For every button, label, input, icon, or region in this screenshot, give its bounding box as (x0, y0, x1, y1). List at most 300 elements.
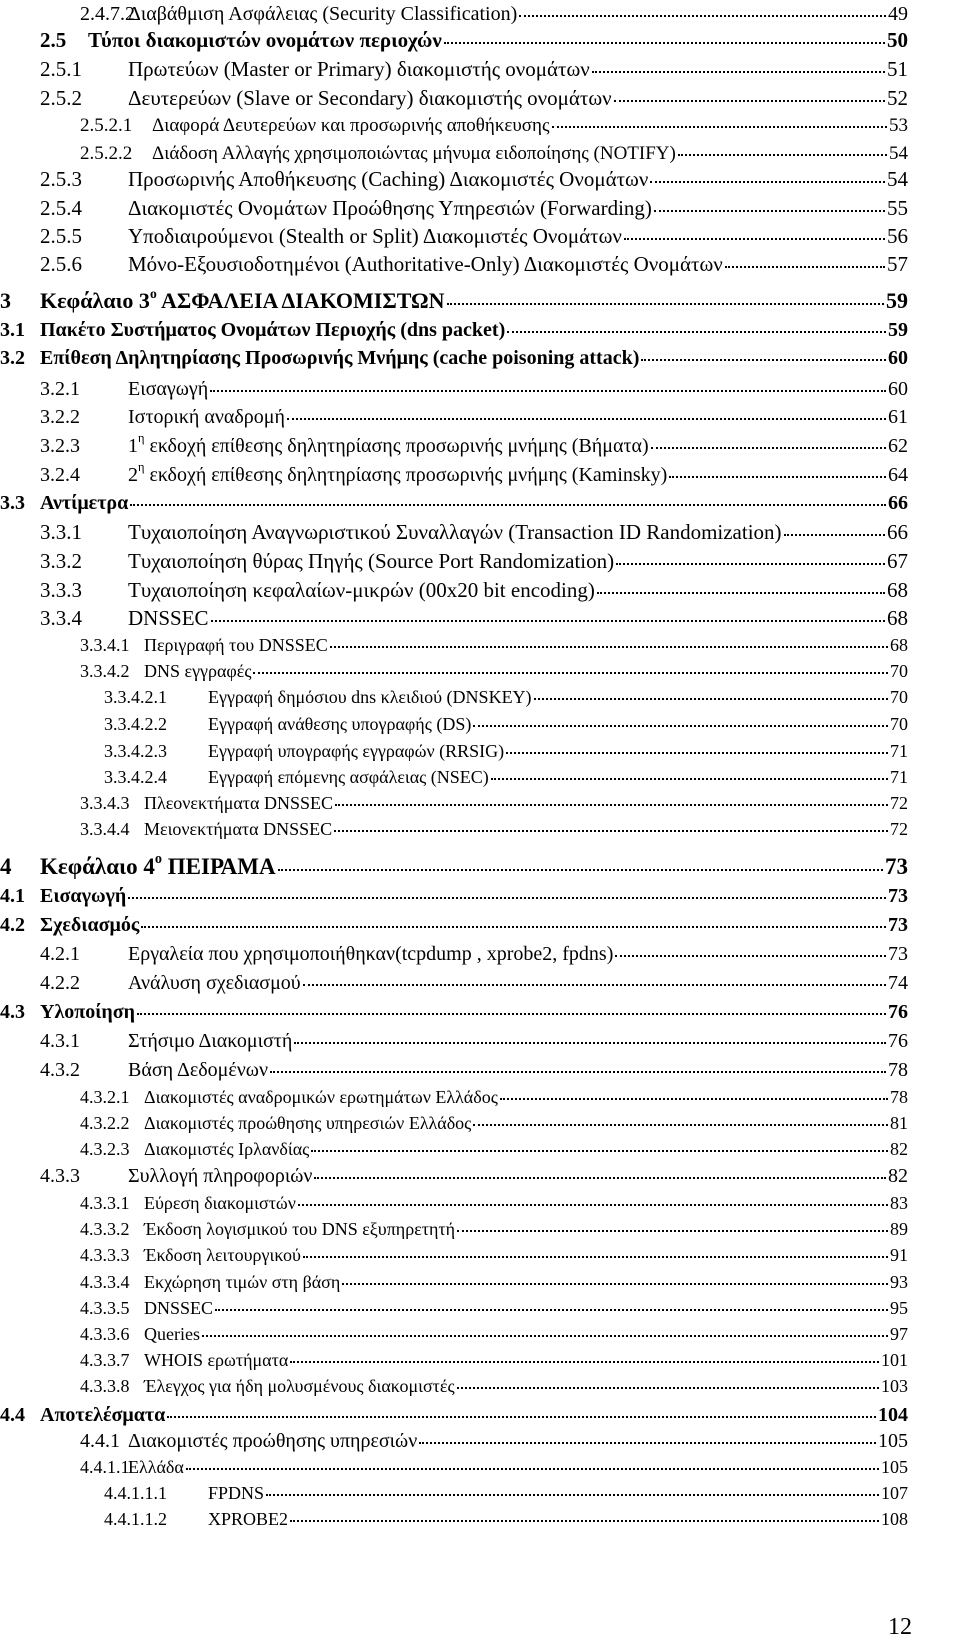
toc-entry-title (128, 1058, 268, 1082)
toc-entry-page: 68 (887, 606, 908, 630)
toc-entry-title (128, 431, 649, 458)
toc-entry-title (128, 971, 301, 995)
toc-entry-title-text: Διακομιστές προώθησης υπηρεσιών (128, 1430, 418, 1452)
toc-entry[interactable] (104, 766, 908, 788)
toc-entry-page: 70 (890, 661, 908, 681)
toc-entry-page: 73 (888, 914, 908, 936)
toc-entry-title-text: Ανάλυση σχεδιασμού (128, 972, 301, 994)
toc-entry-number: 4.3.2.3 (80, 1139, 130, 1159)
toc-entry[interactable] (80, 1429, 908, 1453)
toc-entry[interactable] (104, 1508, 908, 1530)
toc-entry-leader-dots (314, 1177, 886, 1179)
toc-entry-leader-dots (290, 1361, 879, 1363)
toc-entry-page: 70 (890, 687, 908, 707)
toc-entry-page: 62 (888, 435, 908, 457)
toc-entry-number: 3.2 (0, 347, 25, 369)
toc-entry-title (128, 167, 648, 192)
toc-entry-title-text: DNSSEC (144, 1298, 214, 1318)
toc-entry[interactable] (80, 114, 908, 137)
toc-entry-page: 83 (890, 1193, 908, 1213)
toc-entry-title-text: FPDNS (208, 1483, 265, 1503)
toc-entry-leader-dots (444, 42, 885, 44)
toc-entry-title-text: Ιστορική αναδρομή (128, 406, 285, 428)
toc-entry[interactable] (40, 578, 908, 603)
toc-entry-page: 61 (888, 406, 908, 428)
toc-entry-number: 3 (0, 288, 11, 313)
toc-entry-leader-dots (519, 15, 886, 17)
toc-entry-page: 76 (888, 1030, 908, 1052)
toc-entry[interactable] (40, 196, 908, 221)
toc-entry-title (208, 740, 504, 762)
toc-entry-number: 4.3.2.2 (80, 1113, 130, 1133)
toc-entry-title (128, 460, 668, 487)
toc-entry[interactable] (80, 1323, 908, 1345)
toc-entry-title-superscript: η (138, 431, 145, 446)
toc-entry-title (144, 1375, 455, 1397)
toc-entry-leader-dots (202, 1335, 888, 1337)
toc-entry-number: 3.3.1 (40, 520, 82, 544)
toc-entry-title (128, 2, 517, 26)
toc-entry-leader-dots (290, 1520, 879, 1522)
toc-entry[interactable] (0, 913, 908, 937)
toc-entry-leader-dots (330, 646, 888, 648)
toc-entry-title-text: Περιγραφή του DNSSEC (144, 635, 328, 655)
toc-entry-page: 59 (886, 288, 908, 313)
toc-entry-leader-dots (287, 418, 886, 420)
toc-entry-title-text: Διακομιστές προώθησης υπηρεσιών Ελλάδος (144, 1113, 472, 1133)
toc-entry-leader-dots (278, 869, 883, 871)
toc-entry[interactable] (80, 792, 908, 814)
toc-entry-page: 57 (887, 252, 908, 276)
toc-entry-leader-dots (210, 390, 886, 392)
toc-entry-title (128, 942, 613, 966)
toc-entry-title (128, 549, 614, 574)
toc-entry-number: 2.5.1 (40, 57, 82, 81)
toc-entry[interactable] (40, 167, 908, 192)
toc-entry-leader-dots (473, 725, 888, 727)
toc-entry-title (144, 1323, 200, 1345)
toc-entry-title (40, 1403, 165, 1427)
toc-entry-page: 81 (890, 1113, 908, 1133)
toc-entry-title-text: Υλοποίηση (40, 1001, 136, 1023)
toc-entry[interactable] (80, 1112, 908, 1134)
toc-entry-number: 4.3.3.6 (80, 1324, 130, 1344)
toc-entry-title-text: Τυχαιοποίηση Αναγνωριστικού Συναλλαγών (Transaction ID Randomization) (128, 520, 782, 544)
toc-entry-leader-dots (615, 955, 886, 957)
toc-entry-title (208, 686, 532, 708)
toc-entry-number: 2.5 (40, 28, 67, 52)
toc-entry-page: 68 (887, 578, 908, 602)
toc-entry-title-text: Πρωτεύων (Master or Primary) διακομιστής ονομάτων (128, 57, 590, 81)
toc-entry-page: 78 (888, 1059, 908, 1081)
toc-entry-page: 60 (888, 347, 908, 369)
toc-entry-number: 4 (0, 854, 12, 879)
toc-entry-title-text: Πακέτο Συστήματος Ονομάτων Περιοχής (dns packet) (40, 319, 506, 341)
toc-entry-number: 4.4.1.1.2 (104, 1509, 167, 1529)
toc-entry-title (208, 1508, 288, 1530)
toc-entry[interactable] (80, 1456, 908, 1478)
toc-entry-title-text: Ελλάδα (128, 1457, 184, 1477)
toc-entry-title-text: Διαβάθμιση Ασφάλειας (Security Classification) (128, 3, 518, 25)
toc-entry-number: 2.5.2 (40, 86, 82, 110)
toc-entry-page: 66 (887, 520, 908, 544)
toc-entry-leader-dots (616, 563, 885, 565)
toc-entry[interactable] (40, 224, 908, 249)
toc-entry-title-text: WHOIS ερωτήματα (144, 1350, 289, 1370)
toc-entry-leader-dots (294, 1042, 886, 1044)
toc-entry-title-text: Προσωρινής Αποθήκευσης (Caching) Διακομιστές Ονομάτων (128, 167, 649, 191)
toc-entry-leader-dots (473, 1124, 888, 1126)
toc-entry-title (144, 634, 328, 656)
toc-entry-title (128, 1164, 312, 1188)
toc-entry-leader-dots (270, 1071, 886, 1073)
toc-entry-title (144, 1192, 296, 1214)
toc-entry[interactable] (40, 606, 908, 631)
toc-entry-leader-dots (211, 620, 885, 622)
toc-entry-title-text: Κεφάλαιο 4 (40, 854, 155, 879)
toc-entry-title-text: Διακομιστές αναδρομικών ερωτημάτων Ελλάδος (144, 1087, 498, 1107)
toc-entry-title-text: Εγγραφή επόμενης ασφάλειας (NSEC) (208, 767, 489, 787)
toc-entry-page: 50 (887, 28, 908, 52)
toc-entry-title (128, 224, 622, 249)
toc-entry-leader-dots (130, 504, 886, 506)
toc-entry[interactable] (80, 1192, 908, 1214)
toc-entry-title (40, 346, 639, 370)
toc-entry-title (144, 1271, 340, 1293)
toc-entry-title-rest: ΠΕΙΡΑΜΑ (162, 854, 276, 879)
toc-entry-page: 53 (889, 115, 908, 136)
toc-entry-page: 59 (888, 319, 908, 341)
toc-entry-title (128, 252, 723, 277)
toc-entry-leader-dots (457, 1387, 879, 1389)
toc-entry-page: 108 (881, 1509, 908, 1529)
toc-entry-title-text: Συλλογή πληροφοριών (128, 1165, 313, 1187)
toc-entry-title (128, 405, 285, 429)
toc-entry-title-text: Διακομιστές Ιρλανδίας (144, 1139, 310, 1159)
toc-entry-number: 4.4.1.1.1 (104, 1483, 167, 1503)
toc-entry-title (128, 578, 595, 603)
toc-entry-page: 107 (881, 1483, 908, 1503)
toc-entry-title-text: Τυχαιοποίηση θύρας Πηγής (Source Port Randomization) (128, 549, 615, 573)
toc-entry-leader-dots (491, 778, 888, 780)
toc-entry-number: 4.2.1 (40, 943, 80, 965)
toc-entry-number: 4.2 (0, 914, 25, 936)
toc-entry-page: 66 (888, 492, 908, 514)
toc-entry-page: 93 (890, 1272, 908, 1292)
toc-entry-leader-dots (650, 181, 885, 183)
toc-entry[interactable] (80, 1375, 908, 1397)
toc-entry-title-text: Διάδοση Αλλαγής χρησιμοποιώντας μήνυμα ειδοποίησης (NOTIFY) (152, 143, 676, 164)
toc-entry-title-text: Εισαγωγή (40, 885, 127, 907)
toc-entry-page: 67 (887, 549, 908, 573)
toc-entry-page: 56 (887, 224, 908, 248)
toc-entry-title-text: Διαφορά Δευτερεύων και προσωρινής αποθήκευσης (152, 115, 550, 136)
toc-entry-number: 4.3.2 (40, 1059, 80, 1081)
toc-entry-number: 3.3.4.2.2 (104, 714, 167, 734)
toc-entry-leader-dots (457, 1230, 888, 1232)
toc-entry-title-text: 2 (128, 464, 138, 486)
toc-entry[interactable] (80, 1349, 908, 1371)
toc-entry-leader-dots (335, 804, 888, 806)
toc-entry-number: 2.5.2.2 (80, 143, 133, 164)
toc-entry[interactable] (40, 942, 908, 966)
toc-entry-page: 97 (890, 1324, 908, 1344)
toc-entry-title-text: XPROBE2 (208, 1509, 289, 1529)
toc-entry-page: 55 (887, 196, 908, 220)
toc-entry-page: 71 (890, 767, 908, 787)
toc-entry[interactable] (80, 818, 908, 840)
toc-entry-leader-dots (678, 154, 887, 156)
toc-entry-number: 2.4.7.2 (80, 3, 135, 25)
toc-entry-title-text: Queries (144, 1324, 200, 1344)
toc-entry-number: 4.3.3.1 (80, 1193, 130, 1213)
toc-entry-title-text: Τυχαιοποίηση κεφαλαίων-μικρών (00x20 bit encoding) (128, 578, 595, 602)
toc-entry[interactable] (80, 1086, 908, 1108)
toc-entry[interactable] (80, 142, 908, 165)
toc-entry-leader-dots (654, 210, 885, 212)
toc-entry-page: 70 (890, 714, 908, 734)
toc-entry-title (128, 1429, 417, 1453)
toc-entry[interactable] (0, 491, 908, 515)
toc-entry-leader-dots (500, 1098, 888, 1100)
toc-entry-number: 3.2.4 (40, 464, 80, 486)
toc-entry-title-text: Εισαγωγή (128, 378, 209, 400)
toc-entry[interactable] (40, 971, 908, 995)
toc-entry-page: 89 (890, 1219, 908, 1239)
toc-entry-page: 74 (888, 972, 908, 994)
toc-entry-title (208, 1482, 264, 1504)
toc-entry-title-text: Έκδοση λογισμικού του DNS εξυπηρετητή (144, 1219, 456, 1239)
toc-entry-title-text: Επίθεση Δηλητηρίασης Προσωρινής Μνήμης (cache poisoning attack) (40, 347, 640, 369)
toc-entry-title (128, 196, 652, 221)
toc-entry-leader-dots (506, 752, 888, 754)
toc-entry-number: 2.5.6 (40, 252, 82, 276)
toc-entry[interactable] (40, 405, 908, 429)
toc-entry[interactable] (80, 1297, 908, 1319)
toc-entry[interactable] (0, 1403, 908, 1427)
toc-entry[interactable] (104, 686, 908, 708)
toc-entry[interactable] (0, 853, 908, 880)
toc-entry-title (40, 853, 276, 880)
toc-entry-title-text: Εγγραφή δημόσιου dns κλειδιού (DNSKEY) (208, 687, 532, 707)
toc-entry-page: 52 (887, 86, 908, 110)
toc-entry-page: 49 (888, 3, 908, 25)
toc-entry-title-rest: ΑΣΦΑΛΕΙΑ ΔΙΑΚΟΜΙΣΤΩΝ (156, 288, 445, 313)
toc-entry-number: 3.3.4 (40, 606, 82, 630)
toc-entry[interactable] (40, 252, 908, 277)
toc-entry-number: 4.3.3.2 (80, 1219, 130, 1239)
toc-entry-page: 71 (890, 741, 908, 761)
toc-entry-title-superscript: ο (149, 285, 157, 301)
toc-entry-page: 82 (888, 1165, 908, 1187)
toc-entry-page: 73 (885, 854, 908, 879)
toc-entry-leader-dots (253, 672, 888, 674)
toc-entry-page: 72 (890, 793, 908, 813)
toc-entry-page: 73 (888, 943, 908, 965)
toc-entry-number: 2.5.2.1 (80, 115, 133, 136)
toc-entry[interactable] (40, 520, 908, 545)
toc-entry-title-rest: εκδοχή επίθεσης δηλητηρίασης προσωρινής μνήμης (Kaminsky) (144, 464, 668, 486)
toc-entry-title (40, 491, 128, 515)
toc-entry-page: 73 (888, 885, 908, 907)
toc-entry-page: 91 (890, 1245, 908, 1265)
toc-entry[interactable] (0, 318, 908, 342)
toc-entry-title (128, 520, 782, 545)
toc-entry-leader-dots (128, 897, 886, 899)
toc-entry-number: 3.3 (0, 492, 25, 514)
toc-entry-leader-dots (266, 1494, 879, 1496)
toc-entry[interactable] (0, 285, 908, 314)
toc-entry-page: 68 (890, 635, 908, 655)
toc-entry-title-text: Εγγραφή ανάθεσης υπογραφής (DS) (208, 714, 472, 734)
toc-entry[interactable] (80, 1271, 908, 1293)
toc-entry-title (128, 1456, 184, 1478)
toc-entry-title (128, 377, 208, 401)
toc-entry-title-text: Εγγραφή υπογραφής εγγραφών (RRSIG) (208, 741, 505, 761)
toc-entry-title-text: DNS εγγραφές (144, 661, 252, 681)
toc-entry-title (128, 1029, 292, 1053)
toc-entry-page: 78 (890, 1087, 908, 1107)
toc-entry-title-text: Βάση Δεδομένων (128, 1059, 269, 1081)
toc-entry-title (144, 1297, 213, 1319)
toc-entry-title-text: Δευτερεύων (Slave or Secondary) διακομιστής ονομάτων (128, 86, 612, 110)
toc-entry-title (40, 1000, 135, 1024)
toc-entry[interactable] (104, 713, 908, 735)
toc-entry-title-superscript: ο (154, 851, 163, 868)
toc-entry-title-text: Πλεονεκτήματα DNSSEC (144, 793, 333, 813)
toc-entry-number: 4.3.1 (40, 1030, 80, 1052)
toc-entry-number: 3.3.4.2 (80, 661, 130, 681)
toc-entry-title (40, 884, 126, 908)
toc-entry-title-text: Μειονεκτήματα DNSSEC (144, 819, 333, 839)
toc-entry-page: 103 (881, 1376, 908, 1396)
toc-entry[interactable] (40, 1164, 908, 1188)
toc-entry-title (144, 1112, 471, 1134)
toc-entry-title (144, 1086, 498, 1108)
toc-entry-number: 4.3.3.4 (80, 1272, 130, 1292)
toc-entry-title (144, 660, 251, 682)
toc-entry[interactable] (80, 1244, 908, 1266)
toc-entry-number: 3.2.3 (40, 435, 80, 457)
toc-entry[interactable] (40, 1029, 908, 1053)
toc-entry-title-text: Εκχώρηση τιμών στη βάση (144, 1272, 341, 1292)
toc-entry-number: 4.4 (0, 1404, 25, 1426)
toc-entry-leader-dots (303, 984, 886, 986)
toc-entry-page: 95 (890, 1298, 908, 1318)
toc-entry[interactable] (104, 740, 908, 762)
toc-entry-title-text: 1 (128, 435, 138, 457)
toc-entry-page: 54 (887, 167, 908, 191)
toc-entry-page: 76 (888, 1001, 908, 1023)
toc-entry-leader-dots (447, 303, 884, 305)
toc-entry-number: 4.4.1.1 (80, 1457, 130, 1477)
toc-entry-title-text: DNSSEC (128, 606, 209, 630)
toc-entry-title (40, 913, 139, 937)
toc-entry-number: 4.3.3.3 (80, 1245, 130, 1265)
toc-entry-number: 3.3.4.2.1 (104, 687, 167, 707)
toc-entry-leader-dots (167, 1416, 876, 1418)
toc-entry-page: 105 (878, 1430, 908, 1452)
toc-entry-leader-dots (784, 534, 885, 536)
toc-entry-title (128, 86, 612, 111)
toc-entry-page: 64 (888, 464, 908, 486)
toc-entry[interactable] (104, 1482, 908, 1504)
toc-entry[interactable] (80, 634, 908, 656)
toc-entry-title-text: Τύποι διακομιστών ονομάτων περιοχών (88, 28, 442, 52)
toc-entry-title-text: Εύρεση διακομιστών (144, 1193, 296, 1213)
toc-entry-leader-dots (669, 476, 886, 478)
toc-entry[interactable] (0, 1000, 908, 1024)
toc-entry-number: 4.1 (0, 885, 25, 907)
toc-entry-title-rest: εκδοχή επίθεσης δηλητηρίασης προσωρινής μνήμης (Βήματα) (144, 435, 649, 457)
toc-entry-title (144, 1138, 309, 1160)
toc-entry-leader-dots (419, 1442, 876, 1444)
toc-entry-title-text: Αντίμετρα (40, 492, 129, 514)
toc-entry-title-text: Έλεγχος για ήδη μολυσμένους διακομιστές (144, 1376, 455, 1396)
toc-entry-title (128, 606, 209, 631)
toc-entry-leader-dots (334, 830, 888, 832)
toc-entry-page: 82 (890, 1139, 908, 1159)
toc-entry[interactable] (40, 86, 908, 111)
toc-entry[interactable] (40, 1058, 908, 1082)
toc-entry-title (144, 1349, 288, 1371)
toc-entry-leader-dots (534, 698, 888, 700)
toc-entry-number: 3.1 (0, 319, 25, 341)
toc-entry-leader-dots (137, 1013, 886, 1015)
toc-entry-page: 60 (888, 378, 908, 400)
toc-entry-number: 2.5.4 (40, 196, 82, 220)
toc-entry-leader-dots (141, 926, 886, 928)
toc-entry-title-text: Αποτελέσματα (40, 1404, 166, 1426)
toc-entry[interactable] (40, 460, 908, 487)
toc-entry-leader-dots (624, 238, 885, 240)
toc-entry-number: 3.3.4.2.3 (104, 741, 167, 761)
toc-entry[interactable] (80, 2, 908, 26)
toc-entry-leader-dots (342, 1283, 888, 1285)
toc-entry[interactable] (40, 431, 908, 458)
toc-entry-title (144, 1244, 301, 1266)
toc-entry-leader-dots (641, 359, 886, 361)
toc-entry[interactable] (40, 28, 908, 53)
toc-entry-number: 3.3.3 (40, 578, 82, 602)
toc-entry-page: 51 (887, 57, 908, 81)
toc-entry-number: 4.3.3.8 (80, 1376, 130, 1396)
toc-entry-title-text: Σχεδιασμός (40, 914, 140, 936)
toc-entry-leader-dots (186, 1468, 879, 1470)
toc-entry[interactable] (40, 549, 908, 574)
toc-entry-number: 4.4.1 (80, 1430, 120, 1452)
toc-entry-page: 105 (881, 1457, 908, 1477)
toc-entry[interactable] (0, 884, 908, 908)
toc-entry-title (208, 766, 489, 788)
toc-entry-number: 3.3.4.4 (80, 819, 130, 839)
toc-entry-title-text: Στήσιμο Διακομιστή (128, 1030, 293, 1052)
toc-entry-title (144, 818, 332, 840)
toc-entry-title (152, 142, 676, 165)
toc-entry[interactable] (80, 1138, 908, 1160)
toc-entry-number: 3.3.2 (40, 549, 82, 573)
toc-entry-number: 3.3.4.3 (80, 793, 130, 813)
toc-entry[interactable] (40, 377, 908, 401)
toc-entry[interactable] (80, 1218, 908, 1240)
toc-entry-title (144, 1218, 455, 1240)
toc-entry-page: 104 (878, 1404, 908, 1426)
toc-entry-leader-dots (725, 266, 885, 268)
toc-entry[interactable] (40, 57, 908, 82)
toc-entry-title-text: Έκδοση λειτουργικού (144, 1245, 301, 1265)
toc-entry[interactable] (80, 660, 908, 682)
toc-entry[interactable] (0, 346, 908, 370)
